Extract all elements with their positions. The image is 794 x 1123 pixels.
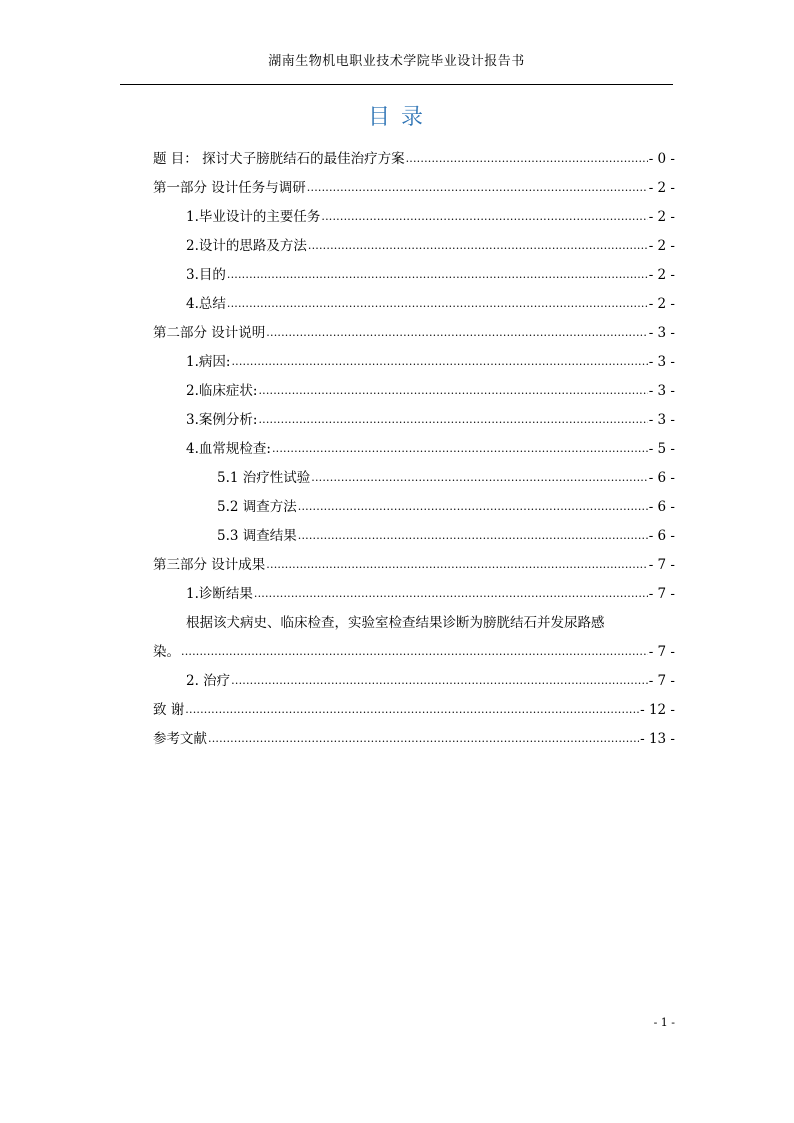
toc-entry-main-tasks[interactable] [186, 205, 675, 227]
toc-entry-label: 4.血常规检查: [186, 441, 271, 457]
toc-dot-leader [272, 437, 648, 453]
toc-dot-leader [185, 698, 639, 714]
toc-entry-treatment[interactable] [186, 669, 675, 691]
toc-entry-label: 2.设计的思路及方法 [186, 238, 307, 254]
toc-entry-page: - 2 - [648, 238, 675, 254]
toc-entry-label: 参考文献 [153, 731, 207, 747]
toc-dot-leader [227, 263, 648, 279]
toc-entry-label: 4.总结 [186, 296, 226, 312]
toc-entry-blood-test[interactable] [186, 437, 675, 459]
toc-entry-survey-method[interactable] [217, 495, 675, 517]
toc-entry-page: - 7 - [648, 644, 675, 660]
toc-entry-page: - 3 - [648, 383, 675, 399]
toc-entry-topic[interactable] [153, 147, 675, 169]
toc-entry-survey-results[interactable] [217, 524, 675, 546]
toc-entry-symptoms[interactable] [186, 379, 675, 401]
toc-entry-page: - 7 - [648, 557, 675, 573]
toc-dot-leader [311, 466, 647, 482]
toc-dot-leader [181, 640, 648, 656]
toc-entry-diagnosis[interactable] [186, 582, 675, 604]
toc-entry-page: - 2 - [648, 267, 675, 283]
toc-entry-label: 题 目： 探讨犬子膀胱结石的最佳治疗方案 [153, 151, 405, 167]
toc-title: 目 录 [368, 105, 425, 130]
toc-entry-page: - 3 - [648, 325, 675, 341]
toc-entry-label: 第三部分 设计成果 [153, 557, 266, 573]
toc-entry-summary[interactable] [186, 292, 675, 314]
toc-dot-leader [321, 205, 647, 221]
toc-entry-references[interactable] [153, 727, 675, 749]
toc-dot-leader [208, 727, 639, 743]
toc-entry-label: 5.2 调查方法 [217, 499, 297, 515]
toc-entry-label: 1.毕业设计的主要任务 [186, 209, 321, 225]
toc-entry-page: - 2 - [648, 180, 675, 196]
toc-dot-leader [406, 147, 648, 163]
toc-entry-page: - 2 - [648, 296, 675, 312]
toc-entry-acknowledgements[interactable] [153, 698, 675, 720]
toc-entry-label: 2.临床症状: [186, 383, 258, 399]
toc-entry-label: 3.案例分析: [186, 412, 258, 428]
toc-entry-page: - 3 - [648, 412, 675, 428]
toc-entry-page: - 6 - [648, 470, 675, 486]
toc-dot-leader [298, 495, 648, 511]
toc-entry-label: 1.病因: [186, 354, 231, 370]
toc-entry-label: 5.1 治疗性试验 [217, 470, 311, 486]
toc-entry-page: - 5 - [648, 441, 675, 457]
toc-dot-leader [227, 292, 648, 308]
toc-entry-part-two[interactable] [153, 321, 675, 343]
toc-entry-label: 1.诊断结果 [186, 586, 253, 602]
toc-dot-leader [307, 176, 648, 192]
toc-entry-label: 染。 [153, 644, 180, 660]
toc-entry-label: 3.目的 [186, 267, 226, 283]
toc-dot-leader [258, 379, 647, 395]
toc-entry-page: - 6 - [648, 528, 675, 544]
toc-dot-leader [298, 524, 648, 540]
toc-entry-part-one[interactable] [153, 176, 675, 198]
toc-entry-page: - 2 - [648, 209, 675, 225]
toc-entry-purpose[interactable] [186, 263, 675, 285]
toc-dot-leader [266, 553, 647, 569]
toc-dot-leader [258, 408, 647, 424]
toc-entry-page: - 3 - [648, 354, 675, 370]
toc-entry-label: 致 谢 [153, 702, 185, 718]
page-number: - 1 - [653, 1016, 675, 1029]
page-header: 湖南生物机电职业技术学院毕业设计报告书 [268, 54, 525, 69]
toc-dot-leader [231, 350, 647, 366]
toc-entry-page: - 13 - [640, 731, 675, 747]
toc-entry-therapeutic-trial[interactable] [217, 466, 675, 488]
toc-entry-label: 第二部分 设计说明 [153, 325, 266, 341]
toc-entry-label: 第一部分 设计任务与调研 [153, 180, 306, 196]
toc-entry-etiology[interactable] [186, 350, 675, 372]
toc-entry-page: - 12 - [640, 702, 675, 718]
toc-entry-page: - 7 - [648, 673, 675, 689]
toc-entry-page: - 6 - [648, 499, 675, 515]
toc-entry-part-three[interactable] [153, 553, 675, 575]
toc-entry-label: 2. 治疗 [186, 673, 231, 689]
toc-entry-diagnosis-text-line2[interactable] [153, 640, 675, 662]
toc-entry-page: - 0 - [648, 151, 675, 167]
toc-entry-page: - 7 - [648, 586, 675, 602]
toc-dot-leader [266, 321, 647, 337]
toc-entry-label: 5.3 调查结果 [217, 528, 297, 544]
toc-dot-leader [254, 582, 648, 598]
toc-dot-leader [231, 669, 648, 685]
toc-entry-diagnosis-text-line1[interactable] [186, 611, 675, 633]
toc-entry-case-analysis[interactable] [186, 408, 675, 430]
toc-entry-design-method[interactable] [186, 234, 675, 256]
toc-dot-leader [308, 234, 648, 250]
toc-entry-label: 根据该犬病史、临床检查，实验室检查结果诊断为膀胱结石并发尿路感 [186, 615, 605, 631]
